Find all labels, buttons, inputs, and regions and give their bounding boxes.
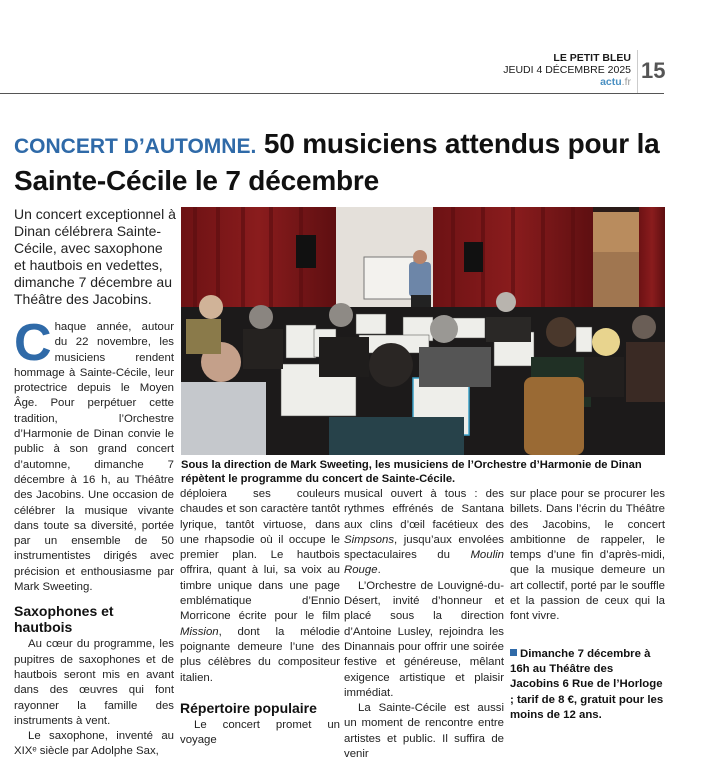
paragraph-text: musical ouvert à tous : des rythmes effrénés de Santana aux clins d’œil facétieux des (344, 488, 504, 531)
page-number: 15 (641, 58, 666, 83)
event-info-box (510, 647, 665, 723)
subheading: Saxophones et hautbois (14, 603, 114, 636)
paragraph-text: . (377, 564, 381, 577)
paragraph-text: haque année, autour du 22 novembre, les musiciens rendent hommage à Sainte-Cécile, leur protectrice depuis le Moyen Âge. Pour perpétuer cette tradition, l’Orchestre d’Harmonie de Dinan convie le public à son grand concert d’automne, dimanche 7 décembre à 16 h, au Théâtre des Jacobins. Une occasion de célébrer la musique vivante dans toute sa diversité, portée par un ensemble de 50 instrumentistes dirigés avec précision et enthousiasme par Mark Sweeting. (14, 321, 174, 594)
film-title: Mission (180, 625, 219, 638)
bullet-square-icon (510, 649, 517, 656)
article-column-2 (180, 487, 340, 748)
paragraph-text: , dont la mélodie poignante demeure l’une des plus célèbres du compositeur italien. (180, 625, 340, 684)
paragraph (14, 314, 174, 595)
website-name: actu (600, 76, 622, 88)
speaker-left (296, 235, 316, 268)
paragraph: sur place pour se procurer les billets. Dans l’écrin du Théâtre des Jacobins, le concert ambitionne de rappeler, le temps d’une fin d’après-midi, que la musique demeure un art collectif, porté par le souffle et la passion de ceux qui la font vivre. (510, 488, 665, 623)
speaker-right (464, 242, 483, 272)
paragraph (180, 487, 340, 686)
headline-kicker: CONCERT D’AUTOMNE. (14, 135, 257, 158)
photo-caption: Sous la direction de Mark Sweeting, les musiciens de l’Orchestre d’Harmonie de Dinan répètent le programme du concert de Sainte-Cécile. (181, 459, 642, 485)
conductor (409, 262, 431, 297)
paragraph: Au cœur du programme, les pupitres de saxophones et de hautbois seront mis en avant dans des œuvres qui font rayonner la famille des instruments à vent. (14, 638, 174, 727)
issue-date: JEUDI 4 DÉCEMBRE 2025 (503, 64, 631, 76)
masthead (0, 0, 719, 96)
orchestra-rehearsal-image (181, 207, 665, 455)
show-title: Moulin Rouge (344, 549, 504, 577)
paragraph: Le concert promet un voyage (180, 718, 340, 747)
whiteboard (364, 257, 414, 299)
headline-text: 50 musiciens attendus pour la Sainte-Cécile le 7 décembre (14, 128, 660, 196)
event-info-text: Dimanche 7 décembre à 16h au Théâtre des Jacobins 6 Rue de l’Horloge ; tarif de 8 €, gratuit pour les moins de 12 ans. (510, 647, 664, 721)
article-headline (14, 127, 674, 198)
masthead-divider (637, 50, 638, 93)
article-lead: Un concert exceptionnel à Dinan célébrera Sainte-Cécile, avec saxophone et hautbois en vedettes, dimanche 7 décembre au Théâtre des Jacobins. (14, 206, 176, 307)
show-title: Simpsons (344, 533, 395, 546)
website-link[interactable] (503, 76, 631, 88)
article-column-4 (510, 487, 665, 723)
website-tld: .fr (621, 76, 631, 88)
drop-cap: C (14, 314, 52, 372)
subheading: Répertoire populaire (180, 699, 317, 716)
paragraph-text: , jusqu’aux envolées spectaculaires du (344, 533, 504, 562)
paragraph: La Sainte-Cécile est aussi un moment de rencontre entre artistes et public. Il suffira de venir (344, 702, 504, 761)
article-column-3 (344, 487, 504, 762)
paragraph-text: déploiera ses couleurs chaudes et son caractère tantôt lyrique, tantôt virtuose, dans une rhapsodie où il occupe le premier plan. Le hautbois offrira, quant à lui, sa voix au timbre unique dans une page emblématique d’Ennio Morricone écrite pour le film (180, 488, 340, 623)
header-rule (0, 93, 664, 94)
newspaper-name: LE PETIT BLEU (553, 52, 631, 64)
masthead-info (503, 52, 631, 88)
paragraph: L’Orchestre de Louvigné-du-Désert, invité d’honneur et placé sous la direction d’Antoine Lusley, rejoindra les Dinannais pour offrir une soirée festive et généreuse, mêlant exigence artistique et plaisir immédiat. (344, 579, 504, 699)
article-column-1 (14, 314, 174, 760)
article-photo (181, 207, 665, 455)
paragraph (344, 487, 504, 579)
paragraph: Le saxophone, inventé au XIXᵉ siècle par Adolphe Sax, (14, 730, 174, 758)
